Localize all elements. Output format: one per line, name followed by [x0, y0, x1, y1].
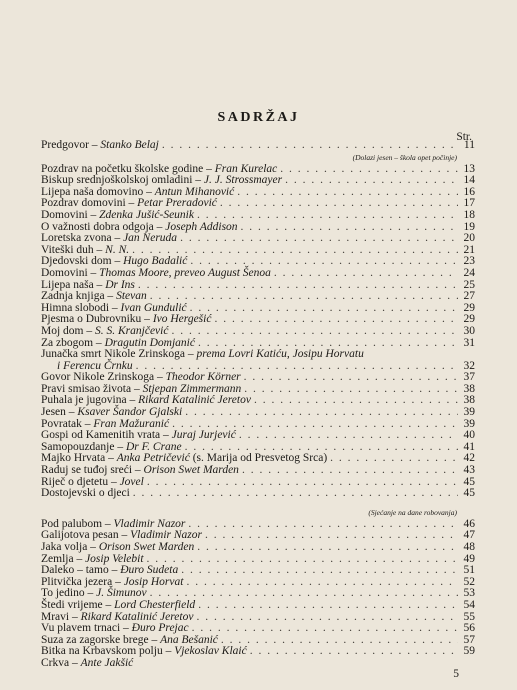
entry-title-text: Pjesma o Dubrovniku –	[41, 313, 153, 326]
entry-author: Đuro Prejac	[131, 622, 189, 635]
dot-leader	[147, 477, 458, 489]
entry-author: prema Lovri Katiću, Josipu Horvatu	[196, 348, 364, 361]
dot-leader	[188, 519, 458, 531]
entry-page: 45	[463, 487, 475, 500]
entry-author: Thomas Moore, preveo August Šenoa	[99, 266, 271, 279]
dot-leader	[150, 588, 458, 600]
toc-entry	[41, 140, 475, 152]
dot-leader	[330, 453, 458, 465]
dot-leader	[274, 268, 458, 280]
entry-title-text: Mravi –	[41, 610, 81, 623]
entry-author: Zdenka Jušić-Seunik	[99, 208, 194, 221]
entry-author: i Ferencu Črnku	[57, 359, 133, 372]
entry-page: 46	[463, 517, 475, 530]
table-of-contents	[41, 140, 475, 670]
entry-page: 37	[463, 371, 475, 384]
entry-title-text: Lijepa naša domovino –	[41, 185, 155, 198]
toc-entry	[41, 658, 475, 670]
entry-title-text: Loretska zvona –	[41, 232, 124, 245]
entry-page: 11	[463, 139, 475, 151]
entry-author: Jovel	[119, 475, 144, 488]
dot-leader	[147, 554, 458, 566]
entry-page: 48	[463, 541, 475, 553]
entry-title-text: Raduj se tuđoj sreći –	[41, 464, 144, 477]
section-gap	[41, 500, 475, 507]
entry-title-text: Jaka volja –	[41, 541, 99, 553]
entry-title-text: Domovini –	[41, 208, 100, 221]
dot-leader	[190, 303, 458, 315]
entry-author: Dragutin Domjanić	[104, 336, 195, 349]
dot-leader	[239, 430, 458, 442]
page-number: 5	[453, 668, 459, 680]
entry-title-text: Junačka smrt Nikole Zrinskoga –	[41, 348, 197, 361]
entry-title-text: Zemlja –	[41, 552, 86, 565]
entry-title-text: Pozdrav na početku školske godine –	[41, 162, 215, 175]
entry-page: 17	[463, 197, 475, 210]
entry-page: 59	[463, 645, 475, 658]
entry-page: 16	[463, 185, 475, 198]
entry-author: Orison Swet Marden	[98, 541, 195, 553]
dot-leader	[285, 175, 458, 187]
entry-page: 32	[463, 359, 475, 372]
entry-author: Ksaver Šandor Gjalski	[77, 406, 183, 419]
entry-page: 53	[463, 587, 475, 600]
entry-title-text: Moj dom –	[41, 324, 95, 337]
entry-author: Vladimir Nazor	[113, 517, 186, 530]
entry-author: Orison Swet Marden	[143, 464, 239, 477]
entry-title-text: Gospi od Kamenitih vrata –	[41, 429, 172, 442]
entry-author: Petar Preradović	[137, 197, 217, 210]
entry-page: 43	[463, 464, 475, 477]
entry-author: Rikard Katalinić Jeretov	[138, 394, 251, 407]
entry-page: 57	[463, 633, 475, 646]
entry-author-note: (s. Marija od Presvetog Srca)	[189, 452, 328, 465]
entry-title-text: Zadnja knjiga –	[41, 290, 117, 303]
entry-author: Ana Bešanić	[160, 633, 218, 646]
dot-leader	[192, 623, 458, 635]
entry-page: 31	[463, 336, 475, 349]
dot-leader	[254, 395, 458, 407]
entry-page: 13	[463, 162, 475, 175]
entry-author: Rikard Katalinić Jeretov	[80, 610, 194, 623]
entry-title-text: Plitvička jezera –	[41, 575, 124, 588]
dot-leader	[171, 326, 458, 338]
entry-title-text: Daleko – tamo –	[41, 564, 121, 577]
dot-leader	[280, 164, 458, 176]
entry-author: Dr Ins	[105, 278, 135, 291]
dot-leader	[241, 222, 458, 234]
dot-leader	[185, 407, 458, 419]
entry-page: 30	[463, 324, 475, 337]
entry-author: Đuro Sudeta	[120, 564, 179, 577]
entry-author: Jan Neruda	[123, 232, 178, 245]
entry-page: 39	[463, 406, 475, 419]
dot-leader	[214, 314, 458, 326]
entry-title-text: O važnosti dobra odgoja –	[41, 220, 166, 233]
section-subtitle: (Dolazi jesen – škola opet počinje)	[352, 152, 457, 162]
entry-title-text: Majko Hrvata –	[41, 452, 117, 465]
entry-page: 42	[463, 452, 475, 465]
dot-leader	[181, 565, 458, 577]
contents-title: SADRŽAJ	[217, 110, 300, 125]
dot-leader	[244, 372, 458, 384]
entry-title-text: Samopouzdanje –	[41, 440, 126, 453]
dot-leader	[197, 542, 458, 554]
entry-title-text: Bitka na Krbavskom polju –	[41, 645, 175, 658]
entry-page: 40	[463, 429, 475, 442]
entry-title-text: Galijotova pesan –	[41, 529, 131, 542]
dot-leader	[242, 465, 458, 477]
section-subtitle: (Sjećanje na dane robovanja)	[368, 507, 457, 517]
entry-author: Joseph Addison	[165, 220, 238, 233]
entry-title-text: To jedino –	[41, 587, 97, 600]
entry-author: Antun Mihanović	[154, 185, 235, 198]
entry-title-text: Predgovor –	[41, 139, 101, 151]
entry-author: Ivan Gundulić	[120, 301, 187, 314]
entry-page: 39	[463, 417, 475, 430]
dot-leader	[244, 384, 458, 396]
entry-title-text: Pravi smisao života –	[41, 382, 143, 395]
entry-author: Vjekoslav Klaić	[174, 645, 247, 658]
entry-page: 51	[463, 564, 475, 577]
entry-title-text: Govor Nikole Zrinskoga –	[41, 371, 166, 384]
entry-page: 38	[463, 394, 475, 407]
entry-author: J. Šimunov	[96, 587, 147, 600]
entry-page: 20	[463, 232, 475, 245]
entry-author: N. N.	[105, 243, 130, 256]
entry-page: 29	[463, 301, 475, 314]
entry-title-text: Puhala je jugovina –	[41, 394, 139, 407]
entry-author: Vladimir Nazor	[130, 529, 202, 542]
entry-author: Ante Jakšić	[80, 656, 134, 669]
toc-entry	[41, 488, 475, 500]
entry-author: Stjepan Zimmermann	[142, 382, 242, 395]
dot-leader	[186, 577, 458, 589]
toc-entry-title	[41, 140, 159, 152]
dot-leader	[133, 488, 458, 500]
entry-author: Juraj Jurjević	[171, 429, 236, 442]
entry-page: 49	[463, 552, 475, 565]
dot-leader	[198, 600, 458, 612]
entry-author: Theodor Körner	[165, 371, 241, 384]
entry-title-text: Himna slobodi –	[41, 301, 121, 314]
dot-leader	[180, 233, 458, 245]
entry-page: 38	[463, 382, 475, 395]
dot-leader	[150, 291, 458, 303]
entry-title-text: Biskup srednjoškolskoj omladini –	[41, 174, 204, 187]
entry-author: Fran Kurelac	[214, 162, 278, 175]
entry-author: Josip Horvat	[123, 575, 184, 588]
dot-leader	[138, 280, 458, 292]
entry-author: Hugo Badalić	[123, 255, 188, 268]
entry-title-text: Crkva –	[41, 656, 81, 669]
entry-title-text: Dostojevski o djeci	[41, 487, 130, 500]
dot-leader	[250, 646, 458, 658]
entry-page: 23	[463, 255, 475, 268]
entry-page: 18	[463, 208, 475, 221]
toc-entry-title	[41, 658, 133, 670]
entry-author: Stevan	[116, 290, 147, 303]
entry-title-text: Riječ o djetetu –	[41, 475, 120, 488]
entry-author: Josip Velebit	[85, 552, 144, 565]
dot-leader	[196, 612, 458, 624]
entry-page: 54	[463, 598, 475, 611]
entry-author: Stanko Belaj	[100, 139, 159, 151]
page-column-label: Str.	[456, 131, 472, 143]
entry-page: 41	[463, 440, 475, 453]
entry-title-text: Djedovski dom –	[41, 255, 124, 268]
entry-title-text: Pod palubom –	[41, 517, 114, 530]
entry-title-text: Viteški duh –	[41, 243, 106, 256]
entry-author: Fran Mažuranić	[93, 417, 170, 430]
entry-title-text: Pozdrav domovini –	[41, 197, 138, 210]
entry-page: 29	[463, 313, 475, 326]
entry-title-text: Povratak –	[41, 417, 94, 430]
entry-page: 24	[463, 266, 475, 279]
dot-leader	[162, 140, 458, 152]
entry-title-text: Vu plavem trnaci –	[41, 622, 132, 635]
entry-author: J. J. Strossmayer	[203, 174, 283, 187]
dot-leader	[221, 635, 458, 647]
entry-title-text: Domovini –	[41, 266, 100, 279]
dot-leader	[237, 187, 458, 199]
entry-title-text: Lijepa naša –	[41, 278, 106, 291]
entry-title-text: Štedi vrijeme –	[41, 598, 115, 611]
entry-page: 27	[463, 290, 475, 303]
toc-entry-title	[41, 488, 130, 500]
entry-author: Ivo Hergešić	[152, 313, 212, 326]
entry-page: 45	[463, 475, 475, 488]
entry-page: 47	[463, 529, 475, 542]
entry-page: 14	[463, 174, 475, 187]
entry-page: 21	[463, 243, 475, 256]
dot-leader	[205, 530, 458, 542]
entry-author: Lord Chesterfield	[114, 598, 196, 611]
dot-leader	[220, 198, 458, 210]
entry-page: 56	[463, 622, 475, 635]
entry-author: Anka Petričević	[116, 452, 190, 465]
entry-page: 55	[463, 610, 475, 623]
entry-page: 52	[463, 575, 475, 588]
entry-title-text: Za zbogom –	[41, 336, 105, 349]
entry-author: S. S. Kranjčević	[95, 324, 169, 337]
entry-title-text: Jesen –	[41, 406, 78, 419]
entry-title-text: Suza za zagorske brege –	[41, 633, 161, 646]
entry-page: 19	[463, 220, 475, 233]
entry-author: Dr F. Crane	[125, 440, 182, 453]
entry-page: 25	[463, 278, 475, 291]
